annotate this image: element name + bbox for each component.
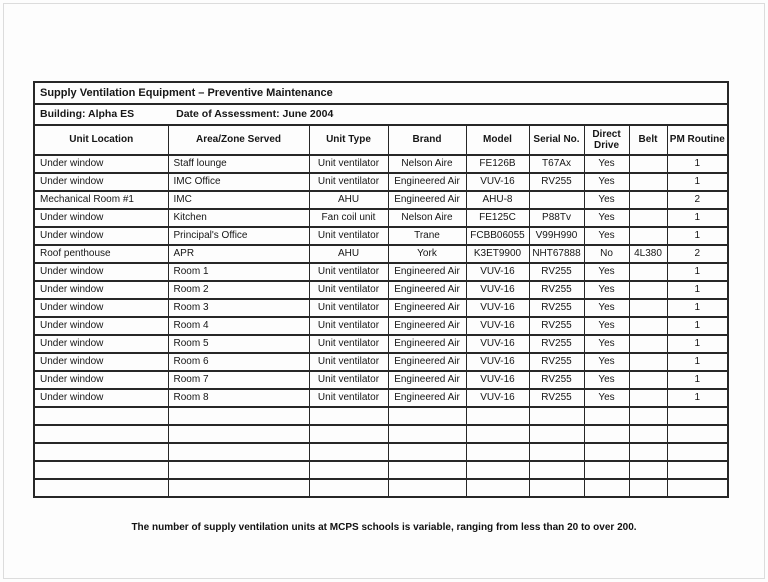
building-info-cell: [34, 104, 728, 125]
table-cell: AHU-8: [466, 191, 529, 209]
table-cell: Yes: [584, 335, 629, 353]
empty-table-cell: [34, 425, 168, 443]
table-row: [34, 317, 728, 335]
table-cell: IMC: [168, 191, 309, 209]
table-cell: [629, 263, 667, 281]
table-cell: VUV-16: [466, 371, 529, 389]
table-cell: 1: [667, 263, 728, 281]
table-cell: FE125C: [466, 209, 529, 227]
table-cell: Under window: [34, 335, 168, 353]
table-cell: Unit ventilator: [309, 335, 388, 353]
table-row: [34, 335, 728, 353]
empty-table-cell: [584, 425, 629, 443]
table-cell: Room 1: [168, 263, 309, 281]
empty-table-cell: [466, 425, 529, 443]
empty-table-cell: [388, 425, 466, 443]
empty-table-cell: [584, 443, 629, 461]
table-cell: Yes: [584, 353, 629, 371]
empty-table-cell: [168, 479, 309, 497]
table-cell: Unit ventilator: [309, 173, 388, 191]
table-cell: Nelson Aire: [388, 209, 466, 227]
table-cell: Room 6: [168, 353, 309, 371]
table-cell: Under window: [34, 353, 168, 371]
table-row: [34, 371, 728, 389]
table-cell: [629, 227, 667, 245]
pm-equipment-table: [33, 81, 729, 498]
table-cell: IMC Office: [168, 173, 309, 191]
table-cell: Yes: [584, 371, 629, 389]
table-cell: RV255: [529, 371, 584, 389]
table-cell: Room 7: [168, 371, 309, 389]
empty-table-cell: [529, 425, 584, 443]
table-cell: 1: [667, 209, 728, 227]
table-cell: Trane: [388, 227, 466, 245]
table-cell: Unit ventilator: [309, 317, 388, 335]
column-header: Model: [466, 125, 529, 155]
table-cell: 1: [667, 389, 728, 407]
empty-table-row: [34, 407, 728, 425]
table-cell: [629, 353, 667, 371]
table-cell: Yes: [584, 299, 629, 317]
table-cell: Unit ventilator: [309, 227, 388, 245]
table-cell: [629, 335, 667, 353]
table-cell: York: [388, 245, 466, 263]
table-row: [34, 227, 728, 245]
empty-table-cell: [309, 479, 388, 497]
empty-table-cell: [667, 407, 728, 425]
empty-table-cell: [629, 407, 667, 425]
table-cell: Engineered Air: [388, 281, 466, 299]
empty-table-cell: [629, 425, 667, 443]
table-cell: Engineered Air: [388, 353, 466, 371]
empty-table-cell: [34, 461, 168, 479]
building-info-row: [34, 104, 728, 125]
table-cell: Unit ventilator: [309, 155, 388, 173]
table-row: [34, 299, 728, 317]
table-cell: Under window: [34, 227, 168, 245]
table-cell: Room 2: [168, 281, 309, 299]
table-cell: VUV-16: [466, 389, 529, 407]
table-cell: Yes: [584, 227, 629, 245]
table-row: [34, 209, 728, 227]
empty-table-cell: [466, 479, 529, 497]
table-cell: Under window: [34, 263, 168, 281]
table-cell: 1: [667, 299, 728, 317]
table-cell: RV255: [529, 317, 584, 335]
table-cell: AHU: [309, 191, 388, 209]
column-header: Direct Drive: [584, 125, 629, 155]
table-cell: Mechanical Room #1: [34, 191, 168, 209]
table-cell: 1: [667, 227, 728, 245]
empty-table-row: [34, 479, 728, 497]
table-cell: Engineered Air: [388, 173, 466, 191]
table-cell: NHT67888: [529, 245, 584, 263]
table-cell: Room 5: [168, 335, 309, 353]
table-cell: Engineered Air: [388, 191, 466, 209]
table-row: [34, 155, 728, 173]
table-cell: 2: [667, 245, 728, 263]
column-header: PM Routine: [667, 125, 728, 155]
empty-table-row: [34, 425, 728, 443]
table-cell: Under window: [34, 281, 168, 299]
table-cell: 2: [667, 191, 728, 209]
empty-table-cell: [584, 461, 629, 479]
empty-table-cell: [34, 479, 168, 497]
table-row: [34, 191, 728, 209]
table-cell: Yes: [584, 191, 629, 209]
table-row: [34, 173, 728, 191]
empty-table-cell: [34, 407, 168, 425]
table-cell: [629, 173, 667, 191]
empty-table-cell: [629, 479, 667, 497]
table-cell: Yes: [584, 317, 629, 335]
table-title-row: [34, 82, 728, 104]
empty-table-cell: [466, 407, 529, 425]
table-cell: VUV-16: [466, 281, 529, 299]
table-cell: RV255: [529, 353, 584, 371]
table-cell: 4L380: [629, 245, 667, 263]
empty-table-cell: [309, 443, 388, 461]
table-cell: [629, 155, 667, 173]
table-cell: Yes: [584, 209, 629, 227]
empty-table-cell: [168, 443, 309, 461]
table-row: [34, 281, 728, 299]
table-cell: 1: [667, 335, 728, 353]
table-row: [34, 353, 728, 371]
empty-table-cell: [34, 443, 168, 461]
table-cell: 1: [667, 173, 728, 191]
column-header: Brand: [388, 125, 466, 155]
table-cell: RV255: [529, 173, 584, 191]
building-label: Building: Alpha ES: [40, 108, 135, 121]
empty-table-row: [34, 461, 728, 479]
empty-table-cell: [529, 443, 584, 461]
table-cell: Under window: [34, 371, 168, 389]
table-cell: Engineered Air: [388, 263, 466, 281]
column-header: Area/Zone Served: [168, 125, 309, 155]
table-cell: Principal's Office: [168, 227, 309, 245]
table-cell: 1: [667, 371, 728, 389]
table-cell: VUV-16: [466, 263, 529, 281]
table-cell: Unit ventilator: [309, 371, 388, 389]
table-cell: FCBB06055: [466, 227, 529, 245]
table-cell: VUV-16: [466, 317, 529, 335]
column-header: Belt: [629, 125, 667, 155]
empty-table-cell: [667, 443, 728, 461]
table-cell: RV255: [529, 263, 584, 281]
table-cell: VUV-16: [466, 299, 529, 317]
table-cell: [629, 389, 667, 407]
column-header: Serial No.: [529, 125, 584, 155]
table-cell: Under window: [34, 317, 168, 335]
table-cell: Engineered Air: [388, 299, 466, 317]
table-cell: V99H990: [529, 227, 584, 245]
empty-table-cell: [388, 443, 466, 461]
table-cell: K3ET9900: [466, 245, 529, 263]
table-cell: Yes: [584, 263, 629, 281]
empty-table-cell: [584, 407, 629, 425]
column-header-row: [34, 125, 728, 155]
table-cell: AHU: [309, 245, 388, 263]
table-cell: Kitchen: [168, 209, 309, 227]
table-cell: [629, 371, 667, 389]
table-cell: Unit ventilator: [309, 281, 388, 299]
table-cell: Nelson Aire: [388, 155, 466, 173]
empty-table-cell: [667, 479, 728, 497]
empty-table-cell: [667, 425, 728, 443]
table-cell: Engineered Air: [388, 335, 466, 353]
table-title: Supply Ventilation Equipment – Preventive Maintenance: [34, 82, 728, 104]
table-cell: 1: [667, 155, 728, 173]
empty-table-cell: [168, 461, 309, 479]
table-cell: Room 8: [168, 389, 309, 407]
table-cell: Yes: [584, 389, 629, 407]
empty-table-cell: [466, 443, 529, 461]
table-cell: Unit ventilator: [309, 353, 388, 371]
empty-table-cell: [629, 461, 667, 479]
table-cell: Fan coil unit: [309, 209, 388, 227]
table-cell: T67Ax: [529, 155, 584, 173]
table-row: [34, 263, 728, 281]
table-cell: [629, 209, 667, 227]
table-cell: Under window: [34, 389, 168, 407]
empty-table-cell: [529, 479, 584, 497]
table-cell: No: [584, 245, 629, 263]
table-cell: RV255: [529, 299, 584, 317]
table-cell: RV255: [529, 389, 584, 407]
table-cell: Engineered Air: [388, 389, 466, 407]
table-cell: 1: [667, 317, 728, 335]
table-cell: Engineered Air: [388, 371, 466, 389]
empty-table-cell: [529, 461, 584, 479]
column-header: Unit Type: [309, 125, 388, 155]
table-cell: Yes: [584, 281, 629, 299]
table-cell: Roof penthouse: [34, 245, 168, 263]
table-cell: Under window: [34, 209, 168, 227]
table-cell: P88Tv: [529, 209, 584, 227]
empty-table-cell: [584, 479, 629, 497]
table-cell: Under window: [34, 155, 168, 173]
table-cell: Under window: [34, 173, 168, 191]
table-cell: Yes: [584, 155, 629, 173]
table-row: [34, 245, 728, 263]
table-cell: [629, 299, 667, 317]
table-cell: VUV-16: [466, 353, 529, 371]
table-cell: Room 4: [168, 317, 309, 335]
table-cell: [629, 317, 667, 335]
empty-table-cell: [388, 407, 466, 425]
table-cell: Under window: [34, 299, 168, 317]
empty-table-cell: [629, 443, 667, 461]
empty-table-cell: [667, 461, 728, 479]
table-row: [34, 389, 728, 407]
empty-table-cell: [388, 461, 466, 479]
table-cell: Room 3: [168, 299, 309, 317]
table-cell: Unit ventilator: [309, 263, 388, 281]
table-cell: VUV-16: [466, 173, 529, 191]
table-cell: [629, 191, 667, 209]
assessment-date-label: Date of Assessment: June 2004: [176, 108, 334, 121]
empty-table-cell: [388, 479, 466, 497]
footer-note: The number of supply ventilation units at MCPS schools is variable, ranging from less than 20 to over 200.: [131, 522, 637, 533]
empty-table-cell: [309, 407, 388, 425]
empty-table-cell: [168, 407, 309, 425]
table-cell: 1: [667, 281, 728, 299]
table-cell: RV255: [529, 281, 584, 299]
empty-table-cell: [168, 425, 309, 443]
table-cell: RV255: [529, 335, 584, 353]
empty-table-cell: [529, 407, 584, 425]
table-cell: Unit ventilator: [309, 389, 388, 407]
table-cell: VUV-16: [466, 335, 529, 353]
empty-table-cell: [309, 461, 388, 479]
table-cell: Yes: [584, 173, 629, 191]
table-cell: APR: [168, 245, 309, 263]
table-cell: Unit ventilator: [309, 299, 388, 317]
empty-table-cell: [309, 425, 388, 443]
table-cell: FE126B: [466, 155, 529, 173]
table-cell: [629, 281, 667, 299]
table-cell: 1: [667, 353, 728, 371]
table-cell: [529, 191, 584, 209]
empty-table-row: [34, 443, 728, 461]
column-header: Unit Location: [34, 125, 168, 155]
table-cell: Engineered Air: [388, 317, 466, 335]
table-cell: Staff lounge: [168, 155, 309, 173]
empty-table-cell: [466, 461, 529, 479]
